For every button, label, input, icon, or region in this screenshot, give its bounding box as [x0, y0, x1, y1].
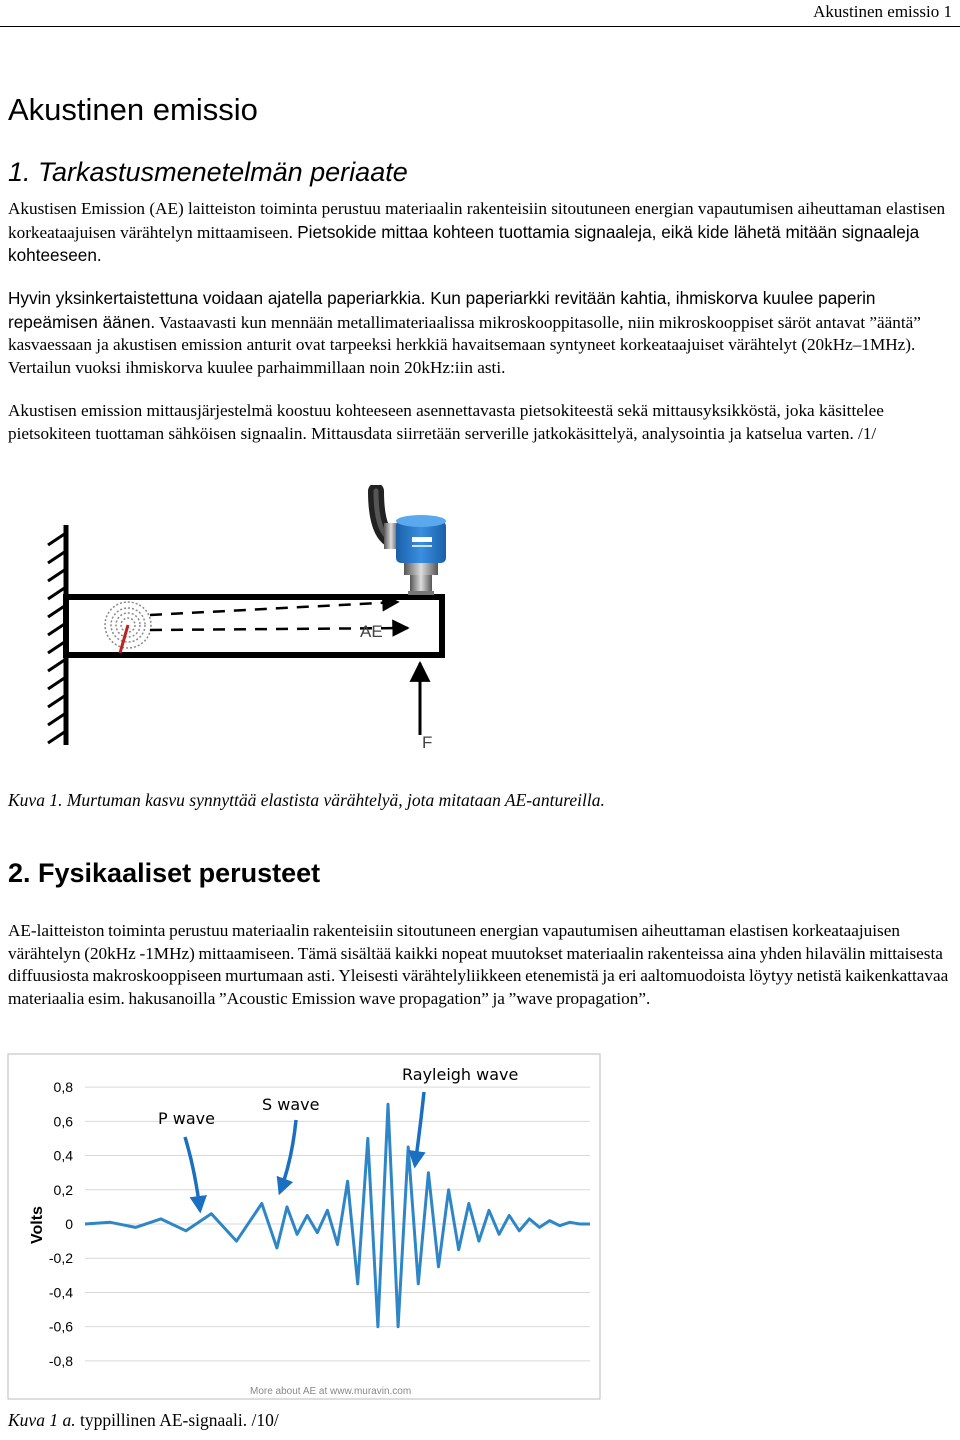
- label-f: F: [422, 733, 433, 752]
- section1-paragraph-3: Akustisen emission mittausjärjestelmä koostuu kohteeseen asennettavasta pietsokiteestä sekä mittausyksikköstä, joka käsittelee pietsokiteen tuottaman sähköisen signaalin. Mittausdata siirretään serverille jatkokäsittelyä, analysointia ja katselua varten. /1/: [8, 401, 884, 443]
- section2-paragraph-1: AE-laitteiston toiminta perustuu materiaalin rakenteisiin sitoutuneen energian vapautumisen aiheuttaman elastisen korkeataajuisen värähtelyn (20kHz -1MHz) mittaamiseen. Tämä sisältää kaikki nopeat muutokset materiaalin rakenteissa aina yhden hilavälin mittaisesta diffuusiosta makroskooppiseen murtumaan asti. Yleisesti värähtelyliikkeen etenemistä ja eri aaltomuodoista löytyy netistä kaikenkattavaa materiaalia esim. hakusanoilla ”Acoustic Emission wave propagation” ja ”wave propagation”.: [8, 921, 949, 1008]
- figure-ae-signal-chart: [0, 1050, 960, 1440]
- section1-paragraph-1b: Pietsokide mittaa kohteen tuottamia signaaleja, eikä kide lähetä mitään signaaleja kohteeseen.: [8, 221, 920, 266]
- document-title: Akustinen emissio: [8, 92, 258, 127]
- figure2-caption-label: Kuva 1 a.: [8, 1410, 76, 1430]
- figure2-caption: [8, 1410, 279, 1431]
- y-tick-label: -0,2: [48, 1250, 73, 1267]
- y-tick-label: -0,8: [48, 1352, 73, 1369]
- y-tick-label: 0,8: [53, 1079, 73, 1096]
- y-tick-label: 0,2: [53, 1181, 73, 1198]
- y-tick-label: 0,4: [53, 1147, 73, 1164]
- section1-paragraph-1: [8, 198, 952, 268]
- label-ae: AE: [360, 622, 383, 641]
- figure-ae-sensor-diagram: [0, 485, 960, 755]
- y-tick-label: 0,6: [53, 1113, 73, 1130]
- section1-paragraph-1a: Akustisen Emission (AE) laitteiston toiminta perustuu materiaalin rakenteisiin sitoutuneen energian vapautumisen aiheuttaman elastisen korkeataajuisen värähtelyn mittaamiseen.: [8, 199, 946, 242]
- annotation-p-wave: P wave: [158, 1109, 215, 1128]
- y-tick-label: -0,6: [48, 1318, 73, 1335]
- section1-paragraph-2b: Vastaavasti kun mennään metallimateriaalissa mikroskooppitasolle, niin mikroskooppiset säröt antavat ”ääntä” kasvaessaan ja akustisen emission anturit ovat tarpeeksi herkkiä havaitsemaan syntyneet korkeataajuiset värähtelyt (20kHz–1MHz). Vertailun vuoksi ihmiskorva kuulee parhaimmillaan noin 20kHz:iin asti.: [8, 312, 921, 377]
- figure1-caption: Kuva 1. Murtuman kasvu synnyttää elastista värähtelyä, jota mitataan AE-antureilla.: [8, 790, 605, 810]
- figure2-caption-text: typpillinen AE-signaali. /10/: [75, 1410, 279, 1430]
- ae-sensor: [376, 491, 446, 595]
- header-rule: [0, 26, 960, 27]
- section1-paragraph-2a: Hyvin yksinkertaistettuna voidaan ajatella paperiarkkia. Kun paperiarkki revitään kahtia, ihmiskorva kuulee paperin repeämisen äänen.: [8, 288, 876, 332]
- annotation-s-wave: S wave: [262, 1095, 320, 1114]
- y-tick-label: -0,4: [48, 1284, 73, 1301]
- section1-heading: 1. Tarkastusmenetelmän periaate: [8, 157, 408, 187]
- running-header: Akustinen emissio 1: [813, 2, 952, 21]
- y-tick-label: 0: [65, 1216, 73, 1232]
- chart-y-axis-label: Volts: [29, 1206, 46, 1244]
- section2-heading: 2. Fysikaaliset perusteet: [8, 858, 321, 888]
- chart-watermark: More about AE at www.muravin.com: [250, 1386, 412, 1397]
- annotation-rayleigh-wave: Rayleigh wave: [402, 1065, 519, 1084]
- section1-paragraph-2: [8, 287, 952, 379]
